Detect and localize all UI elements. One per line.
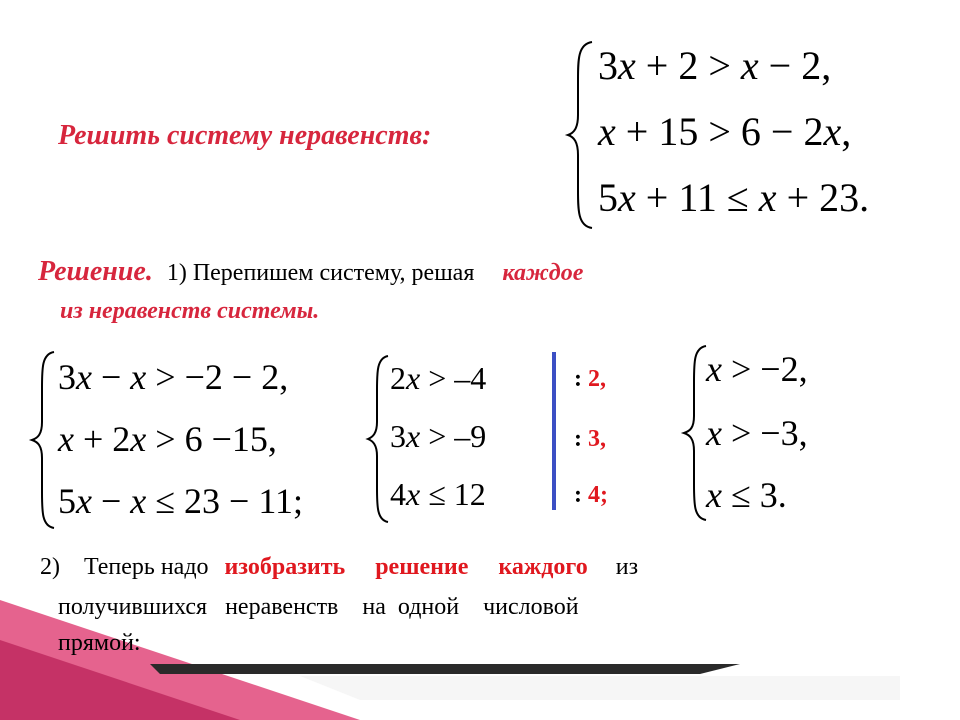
systemB-brace [366, 354, 392, 524]
systemB-2: 3x > –9 [390, 418, 487, 454]
step2-e: из [615, 554, 639, 580]
step1-emph: каждое [502, 260, 584, 286]
systemC-3: x ≤ 3. [706, 475, 787, 515]
task-ineq-1: 3x + 2 > x − 2, [598, 43, 832, 88]
solution-heading: Решение. [38, 256, 153, 287]
task-brace [566, 40, 596, 230]
step2-d: каждого [498, 554, 588, 580]
step2-line-1 [40, 554, 638, 581]
systemB-1: 2x > –4 [390, 360, 487, 396]
step2-b: изобразить [224, 554, 346, 580]
step2-a: Теперь надо [84, 554, 209, 580]
systemB-3: 4x ≤ 12 [390, 476, 486, 512]
divisor-1: : 2, [574, 366, 606, 392]
step1-line2: из неравенств системы. [60, 298, 320, 324]
step2-c: решение [375, 554, 469, 580]
solution-line-1 [38, 256, 583, 288]
step2-line-3: прямой: [58, 630, 141, 656]
step2-num: 2) [40, 554, 60, 580]
task-label: Решить систему неравенств: [58, 120, 432, 151]
task-ineq-2: x + 15 > 6 − 2x, [598, 109, 852, 154]
systemA-brace [30, 350, 58, 530]
task-ineq-3: 5x + 11 ≤ x + 23. [598, 175, 870, 220]
systemA-3: 5x − x ≤ 23 − 11; [58, 481, 304, 521]
systemC-2: x > −3, [706, 413, 808, 453]
step2-line-2: получившихся неравенств на одной числовой [58, 594, 579, 620]
systemA-2: x + 2x > 6 −15, [58, 419, 277, 459]
systemA-1: 3x − x > −2 − 2, [58, 357, 289, 397]
systemC-1: x > −2, [706, 349, 808, 389]
divider-line [552, 352, 556, 510]
divisor-2: : 3, [574, 426, 606, 452]
divisor-3: : 4; [574, 482, 608, 508]
step1-text: 1) Перепишем систему, решая [166, 260, 475, 286]
